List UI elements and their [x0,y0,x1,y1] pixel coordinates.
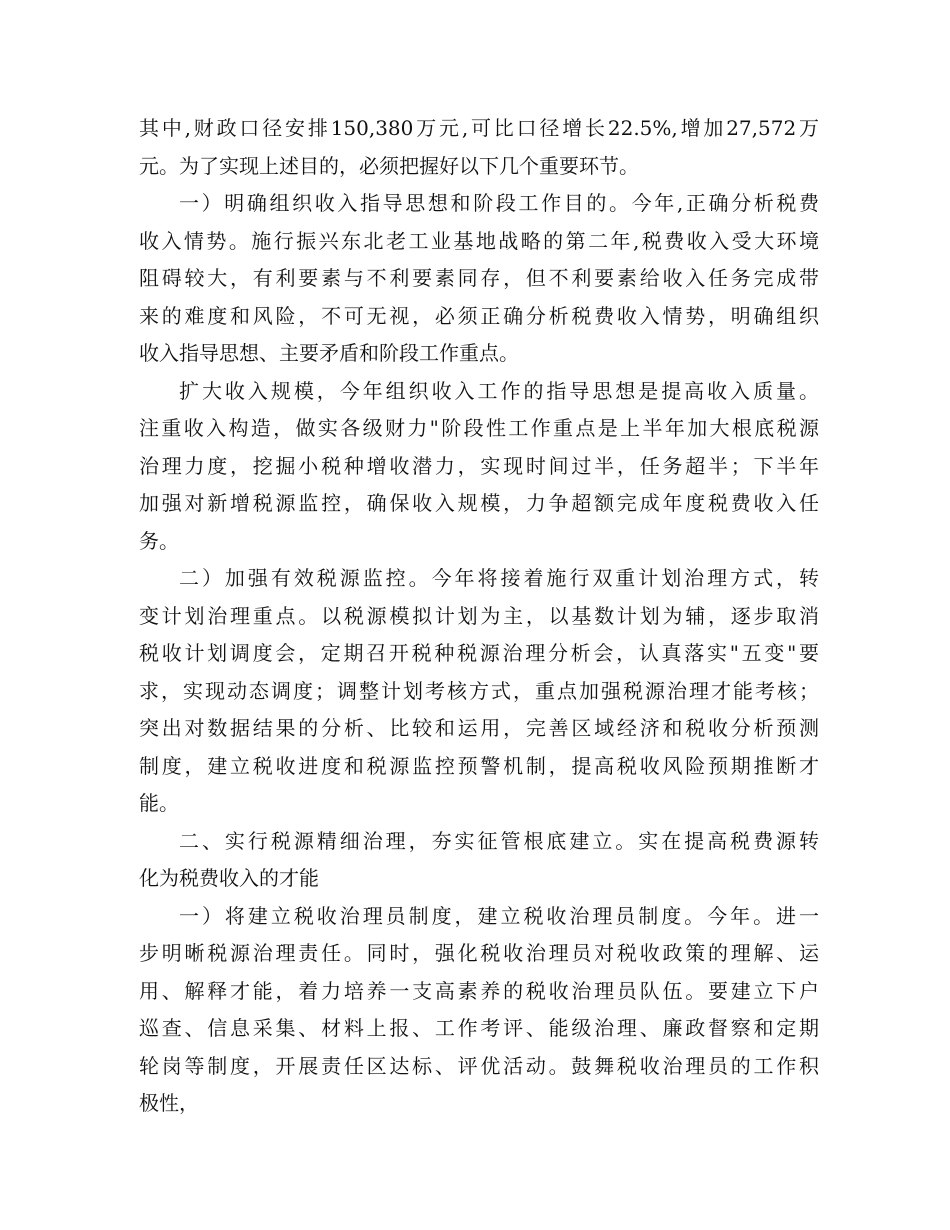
text-line: 元。为了实现上述目的，必须把握好以下几个重要环节。 [139,153,639,178]
text-line: 务。 [139,528,179,553]
text-line: 收入情势。施行振兴东北老工业基地战略的第二年,税费收入受大环境 [139,228,819,253]
text-line: 一）明确组织收入指导思想和阶段工作目的。今年,正确分析税费 [179,191,819,215]
text-line: 巡查、信息采集、材料上报、工作考评、能级治理、廉政督察和定期 [139,1016,819,1040]
text-line: 制度，建立税收进度和税源监控预警机制，提高税收风险预期推断才 [139,753,819,778]
text-line: 注重收入构造，做实各级财力"阶段性工作重点是上半年加大根底税源 [139,416,819,440]
text-line: 加强对新增税源监控，确保收入规模，力争超额完成年度税费收入任 [139,491,819,515]
text-line: 二）加强有效税源监控。今年将接着施行双重计划治理方式，转 [179,566,819,590]
text-line: 其中,财政口径安排150,380万元,可比口径增长22.5%,增加27,572万 [139,116,819,140]
text-line: 治理力度，挖掘小税种增收潜力，实现时间过半，任务超半；下半年 [139,453,819,478]
section-heading-line: 二、实行税源精细治理，夯实征管根底建立。实在提高税费源转 [179,828,819,853]
text-line: 收入指导思想、主要矛盾和阶段工作重点。 [139,341,519,365]
text-line: 税收计划调度会，定期召开税种税源治理分析会，认真落实"五变"要 [139,641,819,665]
text-line: 轮岗等制度，开展责任区达标、评优活动。鼓舞税收治理员的工作积 [139,1053,819,1078]
text-line: 步明晰税源治理责任。同时，强化税收治理员对税收政策的理解、运 [139,941,819,965]
text-line: 一）将建立税收治理员制度，建立税收治理员制度。今年。进一 [179,903,819,928]
text-line: 来的难度和风险，不可无视，必须正确分析税费收入情势，明确组织 [139,303,819,328]
text-line: 能。 [139,791,179,815]
text-line: 扩大收入规模，今年组织收入工作的指导思想是提高收入质量。 [179,378,819,403]
document-body [139,110,819,1123]
text-line: 极性， [139,1091,199,1115]
text-line: 求，实现动态调度；调整计划考核方式，重点加强税源治理才能考核； [139,678,819,703]
text-line: 阻碍较大，有利要素与不利要素同存，但不利要素给收入任务完成带 [139,266,819,290]
text-line: 突出对数据结果的分析、比较和运用，完善区域经济和税收分析预测 [139,716,819,740]
section-heading-line: 化为税费收入的才能 [139,866,319,890]
text-line: 变计划治理重点。以税源模拟计划为主，以基数计划为辅，逐步取消 [139,603,819,628]
text-line: 用、解释才能，着力培养一支高素养的税收治理员队伍。要建立下户 [139,978,819,1003]
